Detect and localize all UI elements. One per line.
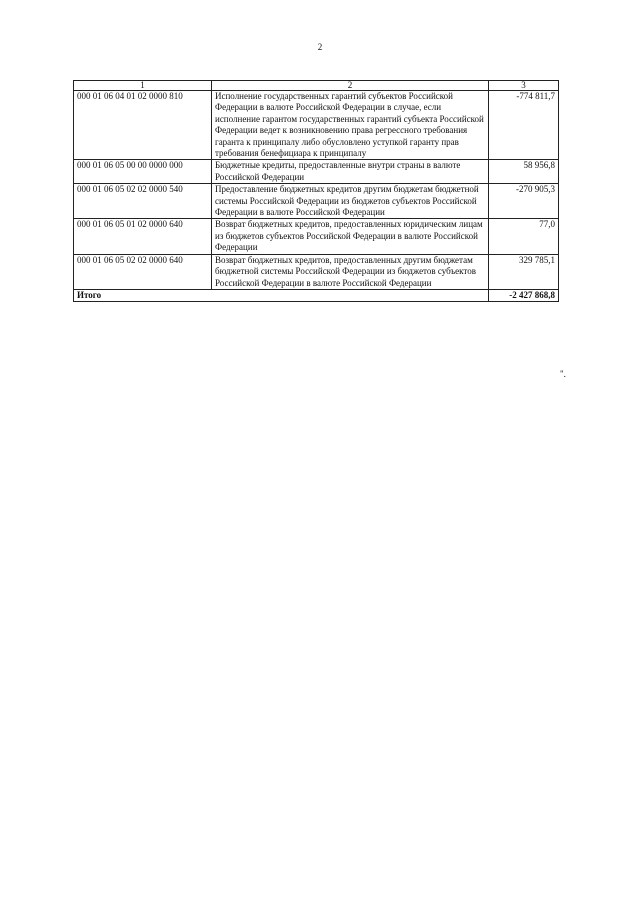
- row-description: Возврат бюджетных кредитов, предоставленных другим бюджетам бюджетной системы Российской Федерации из бюджетов субъектов Российской Федерации в валюте Российской Федерации: [212, 254, 489, 289]
- row-code: 000 01 06 05 02 02 0000 640: [74, 254, 212, 289]
- row-description: Предоставление бюджетных кредитов другим бюджетам бюджетной системы Российской Федерации из бюджетов субъектов Российской Федерации в валюте Российской Федерации: [212, 184, 489, 219]
- closing-quote: ".: [560, 369, 566, 379]
- total-label: Итого: [74, 289, 489, 301]
- table-header-row: [74, 81, 559, 91]
- total-amount: -2 427 868,8: [489, 289, 559, 301]
- table-row: [74, 184, 559, 219]
- row-code: 000 01 06 05 02 02 0000 540: [74, 184, 212, 219]
- row-code: 000 01 06 05 01 02 0000 640: [74, 219, 212, 254]
- table-row: [74, 91, 559, 160]
- table-row: [74, 254, 559, 289]
- row-amount: -270 905,3: [489, 184, 559, 219]
- table-row: [74, 219, 559, 254]
- budget-table: [73, 80, 559, 302]
- column-header-description: 2: [212, 81, 489, 91]
- row-amount: 77,0: [489, 219, 559, 254]
- page-number: 2: [317, 42, 323, 52]
- total-row: [74, 289, 559, 301]
- row-description: Возврат бюджетных кредитов, предоставленных юридическим лицам из бюджетов субъектов Российской Федерации в валюте Российской Федерации: [212, 219, 489, 254]
- row-amount: 58 956,8: [489, 160, 559, 184]
- row-description: Бюджетные кредиты, предоставленные внутри страны в валюте Российской Федерации: [212, 160, 489, 184]
- column-header-code: 1: [74, 81, 212, 91]
- row-amount: -774 811,7: [489, 91, 559, 160]
- row-code: 000 01 06 04 01 02 0000 810: [74, 91, 212, 160]
- column-header-amount: 3: [489, 81, 559, 91]
- table-row: [74, 160, 559, 184]
- row-description: Исполнение государственных гарантий субъектов Российской Федерации в валюте Российской Федерации в случае, если исполнение гарантом государственных гарантий субъекта Российской Федерации ведет к возникновению права регрессного требования гаранта к принципалу либо обусловлено уступкой гаранту прав требования бенефициара к принципалу: [212, 91, 489, 160]
- row-amount: 329 785,1: [489, 254, 559, 289]
- row-code: 000 01 06 05 00 00 0000 000: [74, 160, 212, 184]
